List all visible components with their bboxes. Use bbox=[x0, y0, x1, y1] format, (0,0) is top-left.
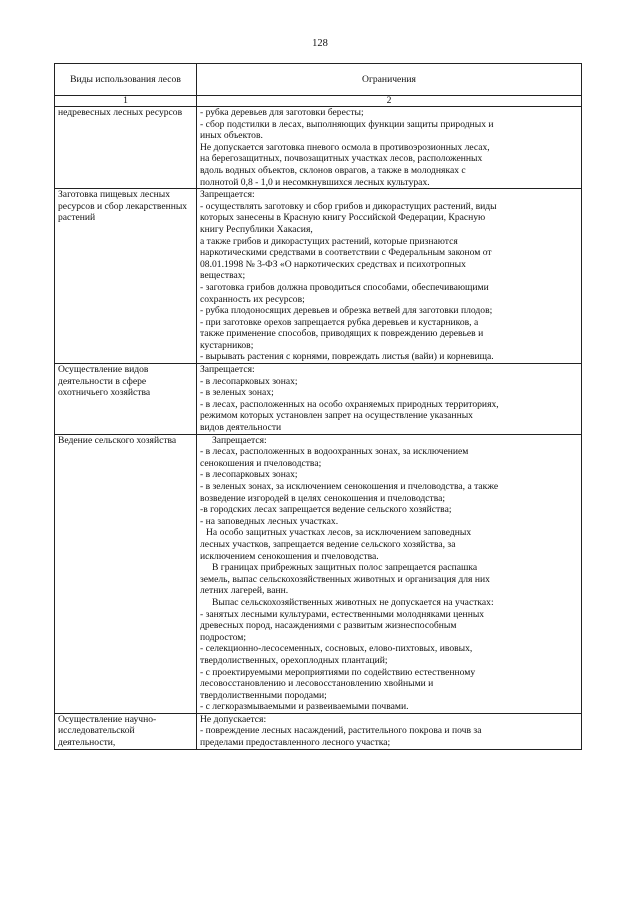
restriction-line: летних лагерей, ванн. bbox=[200, 585, 289, 597]
restriction-line: - занятых лесными культурами, естественными молодняками ценных bbox=[200, 608, 485, 620]
restriction-line: режимом которых установлен запрет на осуществление указанных bbox=[200, 410, 473, 422]
restriction-line: иных объектов. bbox=[200, 130, 263, 142]
usage-type-cell: Осуществление видов деятельности в сфере охотничьего хозяйства bbox=[55, 364, 197, 435]
column-number-2: 2 bbox=[197, 96, 582, 107]
restriction-line: земель, выпас сельскохозяйственных животных и организация для них bbox=[200, 573, 490, 585]
restriction-line: подростом; bbox=[200, 631, 247, 643]
restriction-line: Запрещается: bbox=[212, 434, 267, 446]
restriction-line: вдоль водных объектов, склонов оврагов, а также в молодняках с bbox=[200, 164, 466, 176]
restriction-line: Запрещается: bbox=[200, 189, 255, 201]
restriction-line: исключением сенокошения и пчеловодства. bbox=[200, 550, 379, 562]
restriction-line: - в лесах, расположенных в водоохранных зонах, за исключением bbox=[200, 446, 469, 458]
restriction-line: лесовосстановлению и лесовосстановлению хвойными и bbox=[200, 678, 434, 690]
restriction-cell bbox=[197, 364, 582, 435]
page-number: 128 bbox=[312, 38, 328, 49]
restriction-line: - рубка плодоносящих деревьев и обрезка ветвей для заготовки плодов; bbox=[200, 305, 493, 317]
restriction-line: - в зеленых зонах; bbox=[200, 387, 274, 399]
restriction-cell bbox=[197, 713, 582, 749]
restriction-line: - рубка деревьев для заготовки бересты; bbox=[200, 107, 364, 118]
table-header-row bbox=[55, 64, 582, 96]
restriction-line: Выпас сельскохозяйственных животных не допускается на участках: bbox=[212, 596, 494, 608]
restriction-line: -в городских лесах запрещается ведение сельского хозяйства; bbox=[200, 504, 452, 516]
restriction-line: Не допускается заготовка пневого осмола в противоэрозионных лесах, bbox=[200, 141, 490, 153]
restriction-line: - с проектируемыми мероприятиями по содействию естественному bbox=[200, 666, 476, 678]
table-row bbox=[55, 713, 582, 749]
usage-type-cell: недревесных лесных ресурсов bbox=[55, 107, 197, 189]
restriction-line: веществах; bbox=[200, 270, 246, 282]
restriction-line: - заготовка грибов должна проводиться способами, обеспечивающими bbox=[200, 281, 489, 293]
table-row bbox=[55, 434, 582, 713]
restriction-line: пределами предоставленного лесного участка; bbox=[200, 737, 391, 749]
restriction-line: - вырывать растения с корнями, повреждать листья (вайи) и корневища. bbox=[200, 351, 494, 363]
restriction-line: твердолиственными породами; bbox=[200, 689, 327, 701]
restriction-line: древесных пород, насаждениями с развитым жизнеспособным bbox=[200, 620, 457, 632]
restriction-line: наркотическими средствами в соответствии с Федеральным законом от bbox=[200, 247, 492, 259]
restriction-line: - повреждение лесных насаждений, растительного покрова и почв за bbox=[200, 725, 482, 737]
restriction-line: сенокошения и пчеловодства; bbox=[200, 457, 322, 469]
restriction-line: видов деятельности bbox=[200, 422, 282, 434]
restriction-line: В границах прибрежных защитных полос запрещается распашка bbox=[212, 562, 478, 574]
column-number-row bbox=[55, 96, 582, 107]
restrictions-table bbox=[54, 63, 582, 750]
restriction-line: на берегозащитных, почвозащитных участках лесов, расположенных bbox=[200, 153, 483, 165]
restriction-line: 08.01.1998 № 3-ФЗ «О наркотических средствах и психотропных bbox=[200, 258, 466, 270]
restriction-line: - в лесопарковых зонах; bbox=[200, 375, 298, 387]
restriction-line: - осуществлять заготовку и сбор грибов и дикорастущих растений, виды bbox=[200, 200, 497, 212]
restriction-line: Запрещается: bbox=[200, 364, 255, 376]
restriction-line: - с легкоразмываемыми и развеиваемыми почвами. bbox=[200, 701, 409, 713]
restriction-line: - в зеленых зонах, за исключением сенокошения и пчеловодства, а также bbox=[200, 481, 499, 492]
table-row bbox=[55, 364, 582, 435]
table-body bbox=[55, 107, 582, 750]
column-header-usage-type: Виды использования лесов bbox=[55, 64, 197, 96]
restriction-line: - на заповедных лесных участках. bbox=[200, 515, 339, 527]
restriction-cell bbox=[197, 434, 582, 713]
usage-type-cell: Ведение сельского хозяйства bbox=[55, 434, 197, 713]
table-row bbox=[55, 107, 582, 189]
restriction-line: книгу Республики Хакасия, bbox=[200, 223, 313, 235]
restriction-cell bbox=[197, 189, 582, 364]
restriction-line: а также грибов и дикорастущих растений, которые признаются bbox=[200, 235, 458, 247]
restriction-line: также применение способов, приводящих к повреждению деревьев и bbox=[200, 328, 484, 340]
usage-type-cell: Осуществление научно-исследовательской деятельности, bbox=[55, 713, 197, 749]
usage-type-cell: Заготовка пищевых лесных ресурсов и сбор лекарственных растений bbox=[55, 189, 197, 364]
restriction-line: лесных участков, запрещается ведение сельского хозяйства, за bbox=[200, 538, 456, 550]
restriction-line: - при заготовке орехов запрещается рубка деревьев и кустарников, а bbox=[200, 316, 479, 328]
column-header-restrictions: Ограничения bbox=[197, 64, 582, 96]
restriction-line: кустарников; bbox=[200, 339, 254, 351]
restriction-line: Не допускается: bbox=[200, 713, 267, 725]
restriction-line: - в лесопарковых зонах; bbox=[200, 469, 298, 481]
restriction-line: - селекционно-лесосеменных, сосновых, елово-пихтовых, ивовых, bbox=[200, 643, 473, 655]
restriction-line: На особо защитных участках лесов, за исключением заповедных bbox=[206, 527, 472, 539]
restriction-line: твердолиственных, орехоплодных плантаций; bbox=[200, 654, 388, 666]
restriction-line: - в лесах, расположенных на особо охраняемых природных территориях, bbox=[200, 398, 499, 410]
column-number-1: 1 bbox=[55, 96, 197, 107]
restriction-line: которых занесены в Красную книгу Российской Федерации, Красную bbox=[200, 212, 486, 224]
restriction-cell bbox=[197, 107, 582, 189]
restriction-line: сохранность их ресурсов; bbox=[200, 293, 305, 305]
restriction-line: - сбор подстилки в лесах, выполняющих функции защиты природных и bbox=[200, 118, 494, 130]
restriction-line: возведение изгородей в целях сенокошения и пчеловодства; bbox=[200, 492, 446, 504]
table-row bbox=[55, 189, 582, 364]
restriction-line: полнотой 0,8 - 1,0 и несомкнувшихся лесных культурах. bbox=[200, 176, 430, 188]
